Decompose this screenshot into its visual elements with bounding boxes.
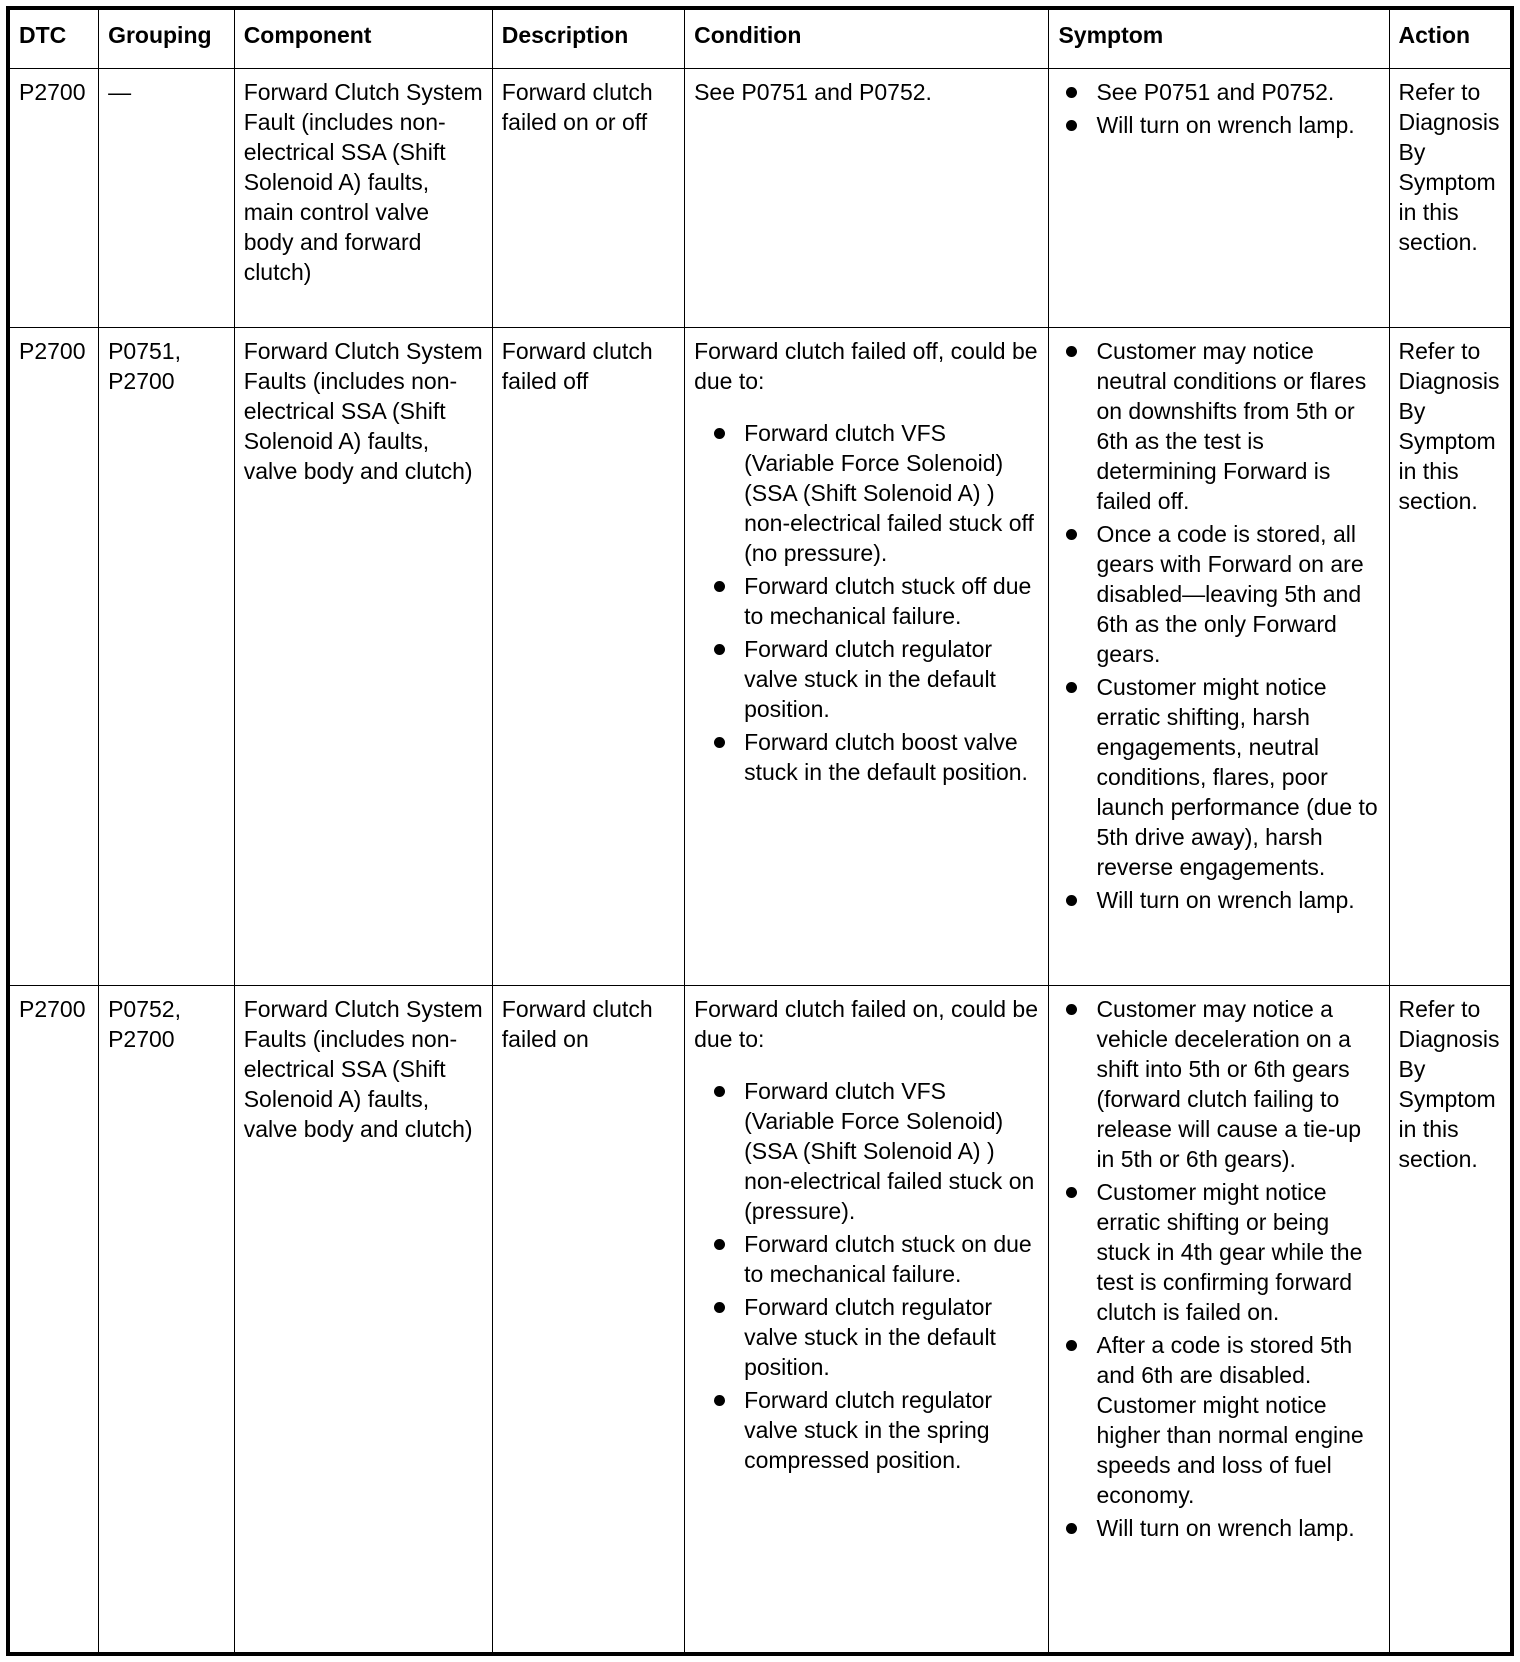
action-cell: Refer to Diagnosis By Symptom in this section. — [1389, 986, 1510, 1653]
symptom-cell — [1049, 328, 1389, 986]
condition-list — [694, 418, 1039, 787]
symptom-item: Will turn on wrench lamp. — [1058, 110, 1379, 140]
condition-item: Forward clutch stuck on due to mechanical failure. — [706, 1229, 1039, 1289]
dtc-table-container — [6, 6, 1514, 1656]
symptom-item: Once a code is stored, all gears with Forward on are disabled—leaving 5th and 6th as the only Forward gears. — [1058, 519, 1379, 669]
header-action: Action — [1389, 10, 1510, 69]
component-cell: Forward Clutch System Fault (includes non-electrical SSA (Shift Solenoid A) faults, main control valve body and forward clutch) — [234, 69, 492, 328]
description-cell: Forward clutch failed on — [492, 986, 684, 1653]
description-cell: Forward clutch failed on or off — [492, 69, 684, 328]
condition-cell — [685, 69, 1049, 328]
condition-item: Forward clutch regulator valve stuck in the default position. — [706, 1292, 1039, 1382]
action-cell: Refer to Diagnosis By Symptom in this section. — [1389, 69, 1510, 328]
header-dtc: DTC — [10, 10, 99, 69]
grouping-cell: — — [99, 69, 235, 328]
condition-intro: Forward clutch failed on, could be due to: — [694, 996, 1038, 1052]
symptom-list — [1058, 77, 1379, 140]
condition-intro: See P0751 and P0752. — [694, 79, 932, 105]
grouping-cell: P0751, P2700 — [99, 328, 235, 986]
action-cell: Refer to Diagnosis By Symptom in this section. — [1389, 328, 1510, 986]
condition-cell — [685, 986, 1049, 1653]
condition-item: Forward clutch VFS (Variable Force Solenoid) (SSA (Shift Solenoid A) ) non-electrical failed stuck on (pressure). — [706, 1076, 1039, 1226]
condition-list — [694, 1076, 1039, 1475]
description-cell: Forward clutch failed off — [492, 328, 684, 986]
dtc-cell: P2700 — [10, 328, 99, 986]
symptom-list — [1058, 994, 1379, 1543]
header-component: Component — [234, 10, 492, 69]
dtc-cell: P2700 — [10, 69, 99, 328]
condition-item: Forward clutch regulator valve stuck in the default position. — [706, 634, 1039, 724]
condition-intro: Forward clutch failed off, could be due to: — [694, 338, 1038, 394]
symptom-item: Will turn on wrench lamp. — [1058, 1513, 1379, 1543]
grouping-cell: P0752, P2700 — [99, 986, 235, 1653]
symptom-item: After a code is stored 5th and 6th are disabled. Customer might notice higher than normal engine speeds and loss of fuel economy. — [1058, 1330, 1379, 1510]
symptom-item: Customer might notice erratic shifting or being stuck in 4th gear while the test is confirming forward clutch is failed on. — [1058, 1177, 1379, 1327]
symptom-item: See P0751 and P0752. — [1058, 77, 1379, 107]
header-grouping: Grouping — [99, 10, 235, 69]
symptom-cell — [1049, 986, 1389, 1653]
header-symptom: Symptom — [1049, 10, 1389, 69]
header-description: Description — [492, 10, 684, 69]
condition-item: Forward clutch boost valve stuck in the default position. — [706, 727, 1039, 787]
dtc-cell: P2700 — [10, 986, 99, 1653]
table-row — [10, 69, 1511, 328]
symptom-item: Customer may notice a vehicle deceleration on a shift into 5th or 6th gears (forward clutch failing to release will cause a tie-up in 5th or 6th gears). — [1058, 994, 1379, 1174]
header-row — [10, 10, 1511, 69]
dtc-table — [9, 9, 1511, 1653]
symptom-item: Customer may notice neutral conditions or flares on downshifts from 5th or 6th as the test is determining Forward is failed off. — [1058, 336, 1379, 516]
symptom-list — [1058, 336, 1379, 915]
table-row — [10, 986, 1511, 1653]
component-cell: Forward Clutch System Faults (includes non-electrical SSA (Shift Solenoid A) faults, valve body and clutch) — [234, 328, 492, 986]
symptom-item: Will turn on wrench lamp. — [1058, 885, 1379, 915]
header-condition: Condition — [685, 10, 1049, 69]
condition-item: Forward clutch regulator valve stuck in the spring compressed position. — [706, 1385, 1039, 1475]
condition-item: Forward clutch VFS (Variable Force Solenoid) (SSA (Shift Solenoid A) ) non-electrical failed stuck off (no pressure). — [706, 418, 1039, 568]
symptom-item: Customer might notice erratic shifting, harsh engagements, neutral conditions, flares, poor launch performance (due to 5th drive away), harsh reverse engagements. — [1058, 672, 1379, 882]
component-cell: Forward Clutch System Faults (includes non-electrical SSA (Shift Solenoid A) faults, valve body and clutch) — [234, 986, 492, 1653]
condition-item: Forward clutch stuck off due to mechanical failure. — [706, 571, 1039, 631]
table-row — [10, 328, 1511, 986]
symptom-cell — [1049, 69, 1389, 328]
condition-cell — [685, 328, 1049, 986]
